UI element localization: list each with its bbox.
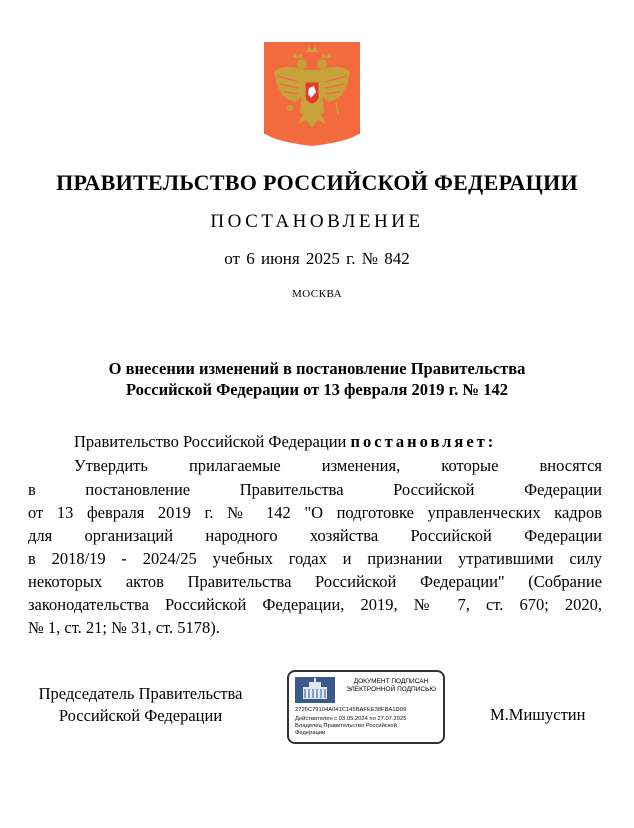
subject-line-2: Российской Федерации от 13 февраля 2019 г. № 142 [126,380,508,399]
stamp-owner-line-2: Федерации [295,730,326,736]
stamp-certificate: 2726C79104A041C145BAFEE38FBA1D09 [295,707,407,713]
body-line: № 1, ст. 21; № 31, ст. 5178). [28,618,220,637]
preamble [74,432,496,452]
preamble-decree: постановляет: [350,432,497,451]
body-line: Утвердить прилагаемые изменения, которые вносятся [74,456,602,475]
body-line: в 2018/19 - 2024/25 учебных годах и признании утратившими силу [28,549,602,568]
coat-of-arms-emblem [264,42,360,146]
government-building-icon [295,677,335,703]
document-city: МОСКВА [291,288,343,300]
organization-title: ПРАВИТЕЛЬСТВО РОССИЙСКОЙ ФЕДЕРАЦИИ [56,170,578,195]
body-line: в постановление Правительства Российской Федерации [28,480,602,499]
stamp-owner-line-1: Владелец Правительство Российской [295,723,397,729]
signatory-name: М.Мишустин [490,705,586,724]
subject-line-1: О внесении изменений в постановление Правительства [108,359,526,378]
preamble-text: Правительство Российской Федерации [74,432,351,451]
body-line: законодательства Российской Федерации, 2019, № 7, ст. 670; 2020, [28,595,602,614]
electronic-signature-stamp [287,670,445,744]
document-subject [40,358,594,400]
stamp-header-line-1: ДОКУМЕНТ ПОДПИСАН [353,678,429,685]
signatory-title-line-2: Российской Федерации [58,706,223,725]
document-type: ПОСТАНОВЛЕНИЕ [210,211,424,232]
body-line: от 13 февраля 2019 г. № 142 "О подготовке управленческих кадров [28,503,602,522]
document-date-number: от 6 июня 2025 г. № 842 [224,249,410,268]
stamp-validity: Действителен с 03.05.2024 по 27.07.2025 [295,716,407,722]
stamp-header [339,678,443,694]
signatory-title-line-1: Председатель Правительства [38,684,243,703]
body-line: некоторых актов Правительства Российской Федерации" (Собрание [28,572,602,591]
body-line: для организаций народного хозяйства Российской Федерации [28,526,602,545]
signatory-title [28,683,253,727]
stamp-header-line-2: ЭЛЕКТРОННОЙ ПОДПИСЬЮ [346,686,436,693]
